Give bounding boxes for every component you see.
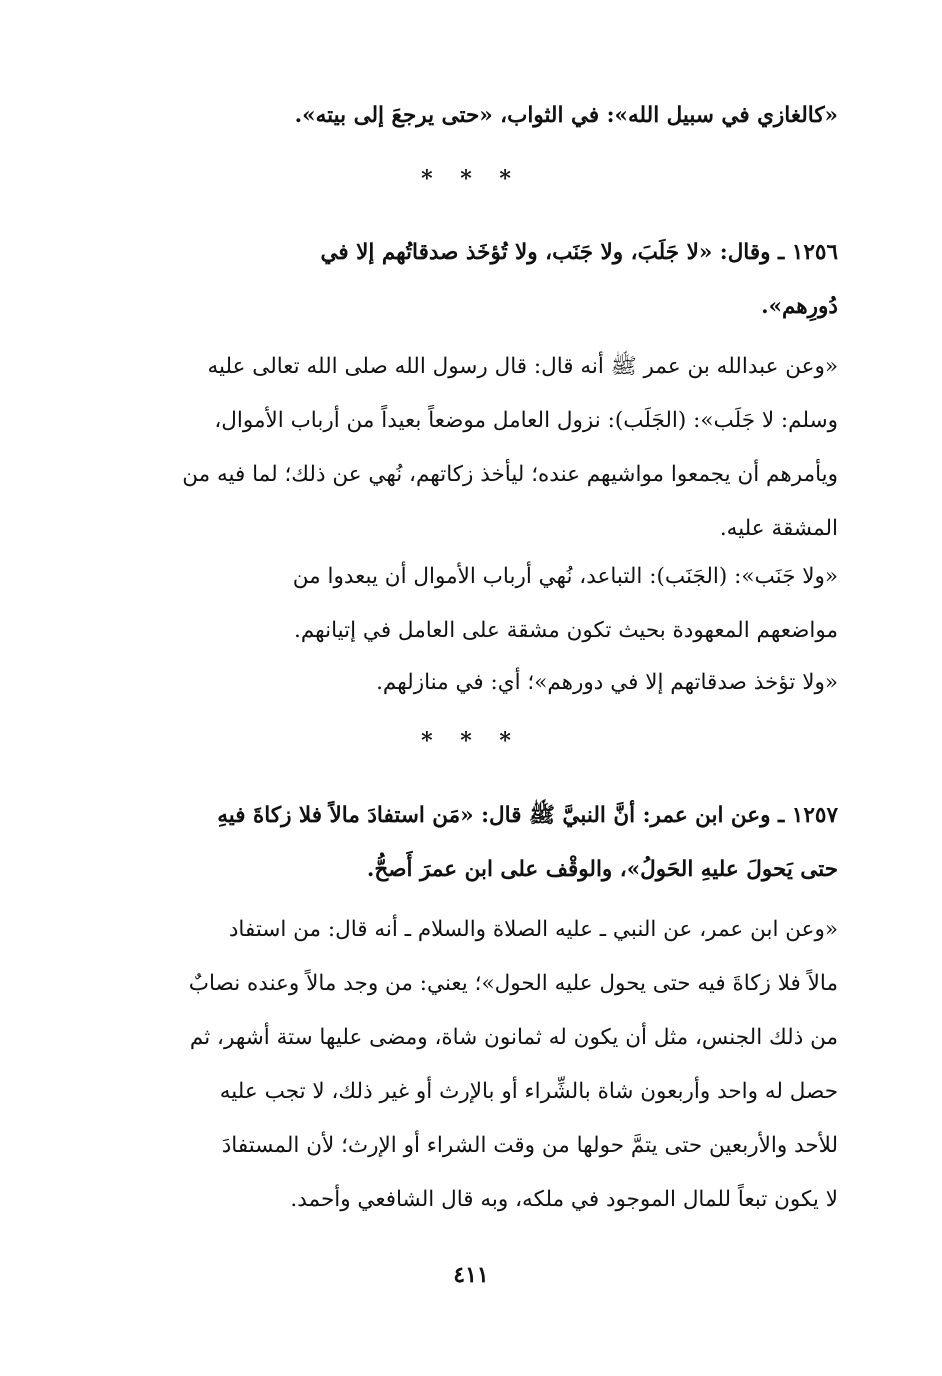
text-line: ويأمرهم أن يجمعوا مواشيهم عنده؛ ليأخذ زكاتهم، نُهي عن ذلك؛ لما فيه من	[182, 462, 838, 487]
commentary-paragraph-1	[120, 340, 838, 556]
text-line: للأحد والأربعين حتى يتمَّ حولها من وقت الشراء أو الإرث؛ لأن المستفادَ	[221, 1133, 838, 1158]
text-line: ١٢٥٦ ـ وقال: «لا جَلَبَ، ولا جَنَب، ولا تُؤخَذ صدقاتُهم إلا في	[320, 240, 838, 265]
text-line: المشقة عليه.	[719, 516, 838, 541]
text-line: مالاً فلا زكاةَ فيه حتى يحول عليه الحول»؛ يعني: من وجد مالاً وعنده نصابٌ	[188, 971, 838, 996]
hadith-1257	[120, 789, 838, 897]
text-line: مواضعهم المعهودة بحيث تكون مشقة على العامل في إتيانهم.	[294, 618, 838, 643]
text-line: لا يكون تبعاً للمال الموجود في ملكه، وبه قال الشافعي وأحمد.	[290, 1187, 838, 1212]
hadith-1256	[120, 226, 838, 334]
commentary-paragraph-2	[120, 550, 838, 658]
paragraph-intro	[120, 89, 838, 143]
text-line: وسلم: لا جَلَب»: (الجَلَب): نزول العامل موضعاً بعيداً من أرباب الأموال،	[214, 408, 838, 433]
text-line: «وعن عبدالله بن عمر ﷺ أنه قال: قال رسول الله صلى الله تعالى عليه	[207, 354, 838, 379]
text-line: دُورِهم».	[761, 294, 838, 319]
text-line: حصل له واحد وأربعون شاة بالشِّراء أو بالإرث أو غير ذلك، لا تجب عليه	[219, 1079, 838, 1104]
text-line: من ذلك الجنس، مثل أن يكون له ثمانون شاة، ومضى عليها ستة أشهر، ثم	[189, 1025, 838, 1050]
text-line: «ولا تؤخذ صدقاتهم إلا في دورهم»؛ أي: في منازلهم.	[376, 670, 838, 695]
page-number: ٤١١	[453, 1262, 489, 1288]
text-line: «ولا جَنَب»: (الجَنَب): التباعد، نُهي أرباب الأموال أن يبعدوا من	[292, 564, 838, 589]
commentary-paragraph-4	[120, 903, 838, 1227]
commentary-paragraph-3	[120, 656, 838, 710]
text-line: «كالغازي في سبيل الله»: في الثواب، «حتى يرجعَ إلى بيته».	[294, 103, 838, 128]
section-separator: * * *	[421, 728, 521, 754]
text-line: «وعن ابن عمر، عن النبي ـ عليه الصلاة والسلام ـ أنه قال: من استفاد	[228, 917, 838, 942]
text-line: ١٢٥٧ ـ وعن ابن عمر: أنَّ النبيَّ ﷺ قال: «مَن استفادَ مالاً فلا زكاةَ فيهِ	[217, 803, 838, 828]
text-line: حتى يَحولَ عليهِ الحَولُ»، والوقْف على ابن عمرَ أَصحُّ.	[366, 857, 838, 882]
section-separator: * * *	[421, 166, 521, 192]
